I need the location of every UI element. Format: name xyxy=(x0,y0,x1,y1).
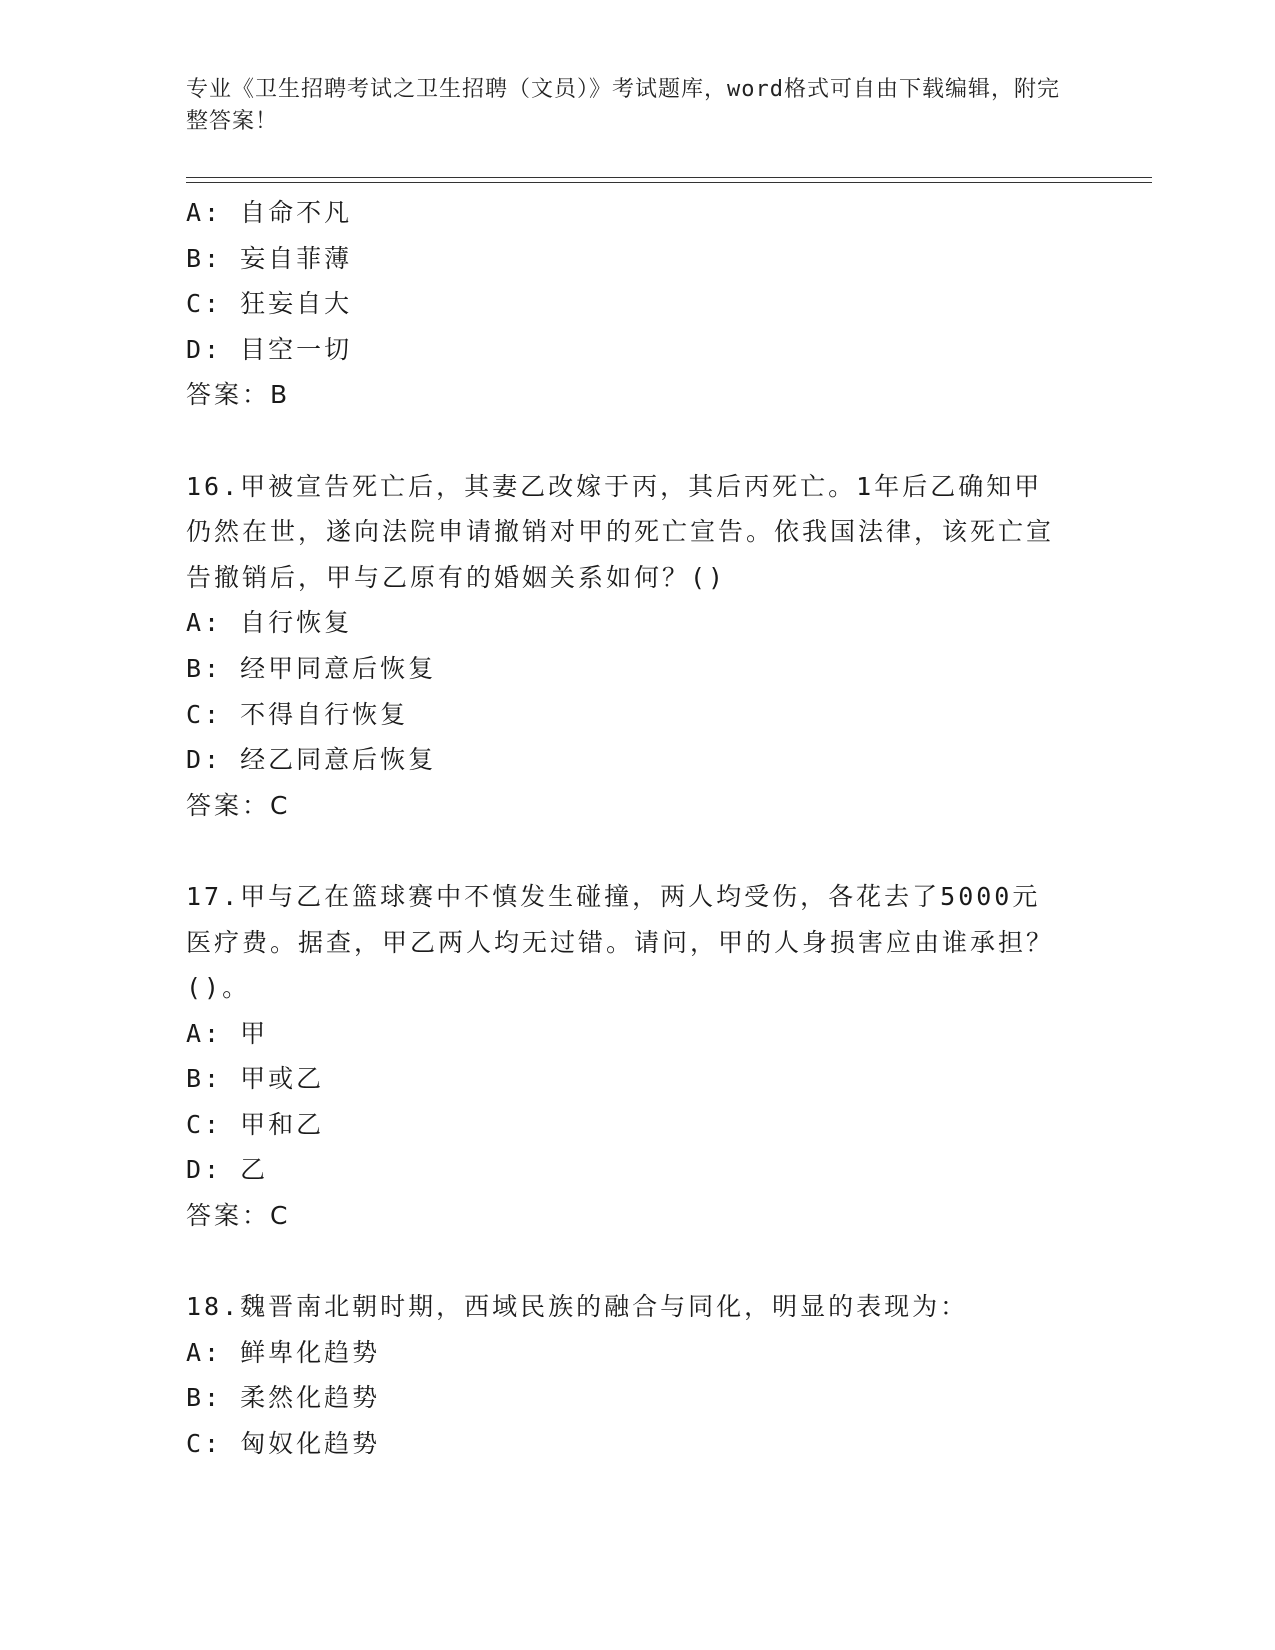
option-c: C: 甲和乙 xyxy=(186,1109,325,1139)
option-b: B: 甲或乙 xyxy=(186,1064,325,1094)
option-b: B: 经甲同意后恢复 xyxy=(186,653,437,683)
question-stem: 16.甲被宣告死亡后，其妻乙改嫁于丙，其后丙死亡。1年后乙确知甲仍然在世，遂向法院申请撤销对甲的死亡宣告。依我国法律，该死亡宣告撤销后，甲与乙原有的婚姻关系如何？() xyxy=(186,471,1055,592)
question-15-continued xyxy=(186,190,1056,418)
question-list xyxy=(186,190,1056,1467)
header-divider-bottom xyxy=(186,182,1152,183)
answer-line: 答案：C xyxy=(186,1201,291,1231)
option-c: C: 狂妄自大 xyxy=(186,289,353,319)
spacer xyxy=(186,1239,1056,1285)
answer-line: 答案：B xyxy=(186,380,291,410)
header-divider-top xyxy=(186,177,1152,178)
option-a: A: 自命不凡 xyxy=(186,198,353,227)
document-header: 专业《卫生招聘考试之卫生招聘（文员）》考试题库，word格式可自由下载编辑，附完整答案！ xyxy=(186,77,1060,134)
question-16 xyxy=(186,464,1056,829)
option-d: D: 经乙同意后恢复 xyxy=(186,745,437,775)
spacer xyxy=(186,828,1056,874)
option-c: C: 匈奴化趋势 xyxy=(186,1429,381,1459)
answer-line: 答案：C xyxy=(186,790,291,820)
question-17 xyxy=(186,874,1056,1239)
question-stem: 17.甲与乙在篮球赛中不慎发生碰撞，两人均受伤，各花去了5000元医疗费。据查，甲乙两人均无过错。请问，甲的人身损害应由谁承担？()。 xyxy=(186,881,1055,1003)
option-a: A: 自行恢复 xyxy=(186,608,353,638)
option-b: B: 妄自菲薄 xyxy=(186,243,353,273)
option-b: B: 柔然化趋势 xyxy=(186,1383,381,1413)
spacer xyxy=(186,418,1056,464)
option-c: C: 不得自行恢复 xyxy=(186,699,409,729)
question-stem: 18.魏晋南北朝时期，西域民族的融合与同化，明显的表现为： xyxy=(186,1292,969,1322)
option-a: A: 甲 xyxy=(186,1018,269,1048)
question-18 xyxy=(186,1284,1056,1466)
option-d: D: 乙 xyxy=(186,1155,269,1185)
option-d: D: 目空一切 xyxy=(186,334,353,364)
option-a: A: 鲜卑化趋势 xyxy=(186,1337,381,1367)
